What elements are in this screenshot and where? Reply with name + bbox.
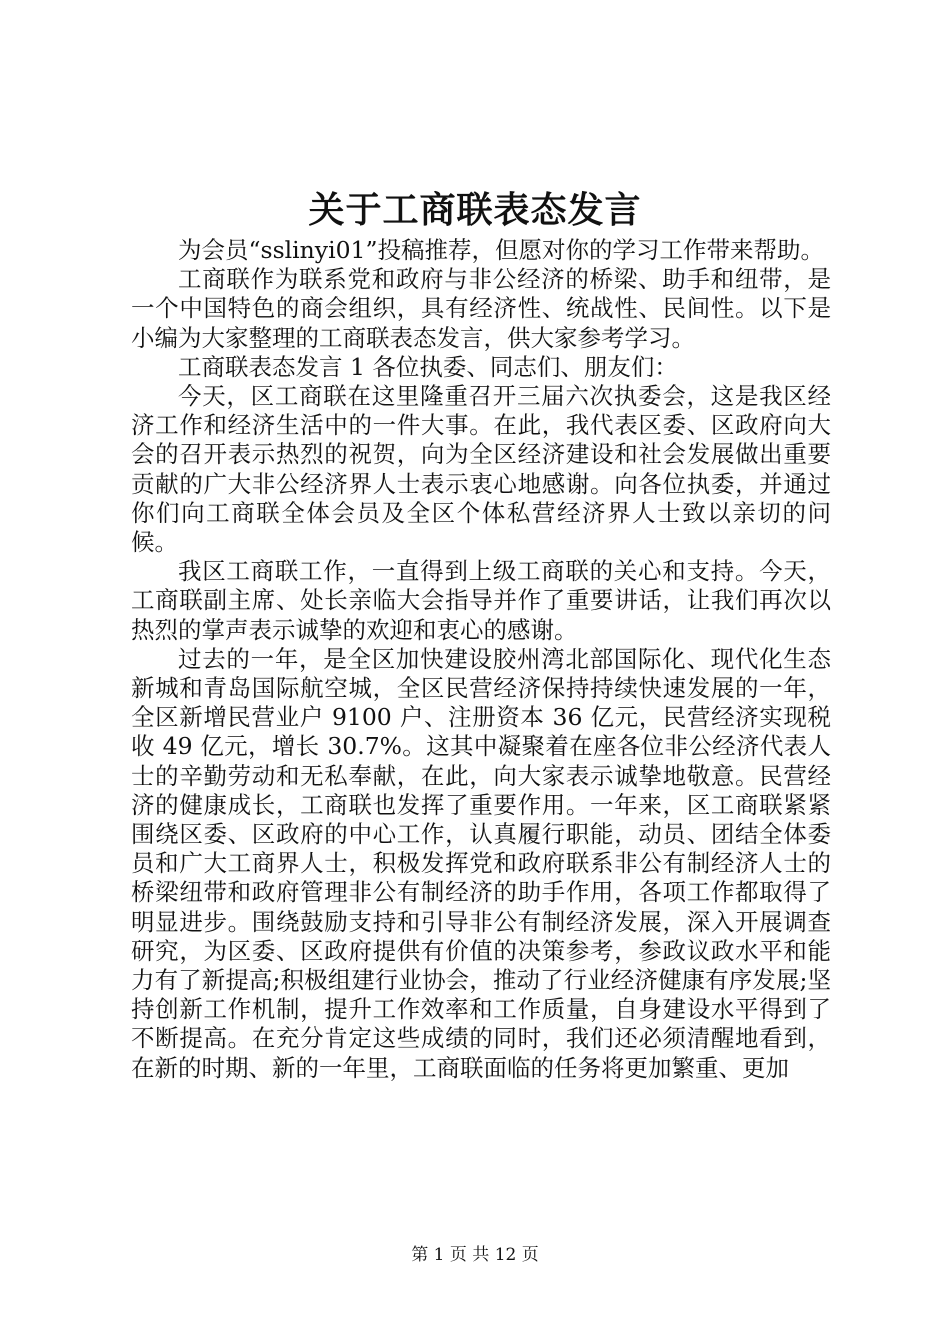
paragraph: 工商联表态发言 1 各位执委、同志们、朋友们： <box>178 352 678 381</box>
paragraph: 工商联作为联系党和政府与非公经济的桥梁、助手和纽带，是一个中国特色的商会组织，具有经济性、统战性、民间性。以下是小编为大家整理的工商联表态发言，供大家参考学习。 <box>131 265 831 352</box>
page-footer: 第 1 页 共 12 页 <box>411 1245 539 1265</box>
paragraph: 过去的一年，是全区加快建设胶州湾北部国际化、现代化生态新城和青岛国际航空城，全区民营经济保持持续快速发展的一年，全区新增民营业户 9100 户、注册资本 36 亿元，民营经济实现税收 49 亿元，增长 30.7%。这其中凝聚着在座各位非公经济代表人士的辛勤劳动和无私奉献，在此，向大家表示诚挚地敬意。民营经济的健康成长，工商联也发挥了重要作用。一年来，区工商联紧紧围绕区委、区政府的中心工作，认真履行职能，动员、团结全体委员和广大工商界人士，积极发挥党和政府联系非公有制经济人士的桥梁纽带和政府管理非公有制经济的助手作用，各项工作都取得了明显进步。围绕鼓励支持和引导非公有制经济发展，深入开展调查研究，为区委、区政府提供有价值的决策参考，参政议政水平和能力有了新提高;积极组建行业协会，推动了行业经济健康有序发展;坚持创新工作机制，提升工作效率和工作质量，自身建设水平得到了不断提高。在充分肯定这些成绩的同时，我们还必须清醒地看到，在新的时期、新的一年里，工商联面临的任务将更加繁重、更加 <box>131 644 831 1082</box>
paragraph: 今天，区工商联在这里隆重召开三届六次执委会，这是我区经济工作和经济生活中的一件大事。在此，我代表区委、区政府向大会的召开表示热烈的祝贺，向为全区经济建设和社会发展做出重要贡献的广大非公经济界人士表示衷心地感谢。向各位执委，并通过你们向工商联全体会员及全区个体私营经济界人士致以亲切的问候。 <box>131 382 831 557</box>
paragraph: 我区工商联工作，一直得到上级工商联的关心和支持。今天，工商联副主席、处长亲临大会指导并作了重要讲话，让我们再次以热烈的掌声表示诚挚的欢迎和衷心的感谢。 <box>131 557 831 644</box>
document-body <box>131 236 831 1083</box>
paragraph: 为会员“sslinyi01”投稿推荐，但愿对你的学习工作带来帮助。 <box>178 236 825 264</box>
document-title: 关于工商联表态发言 <box>308 189 642 231</box>
